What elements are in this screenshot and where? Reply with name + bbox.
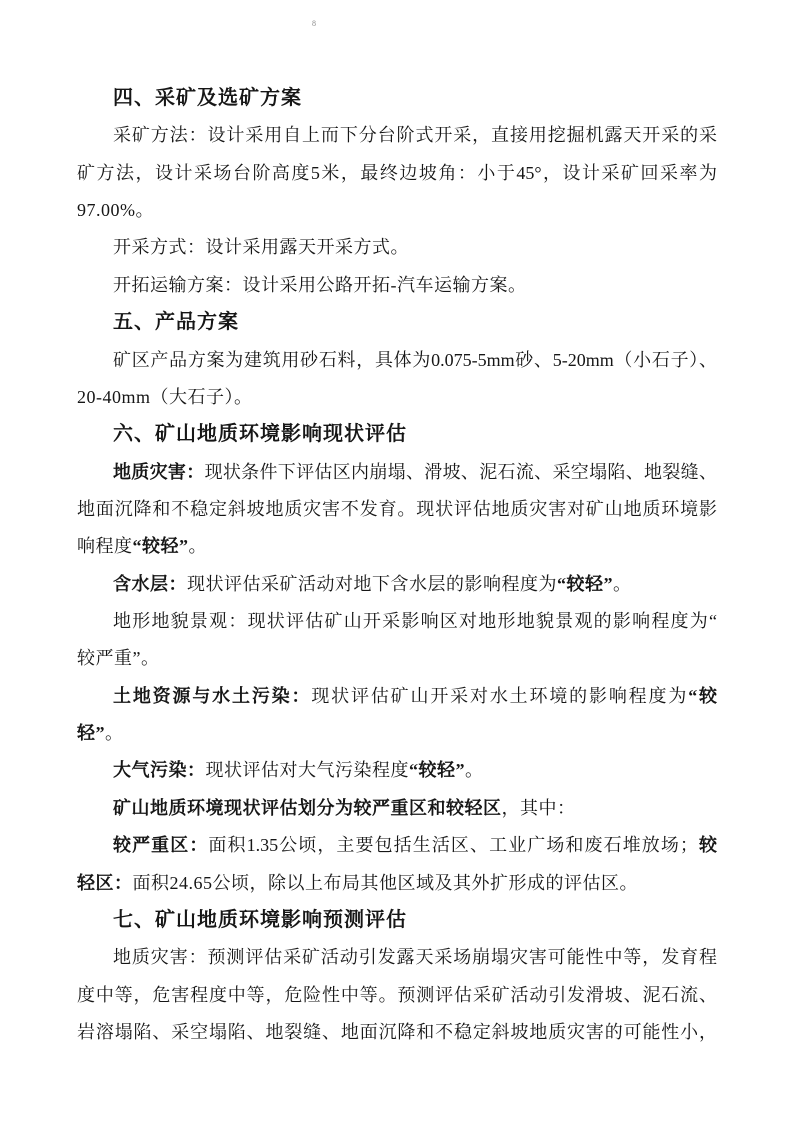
text-run: “较	[688, 685, 717, 706]
text-run: “较轻”	[409, 760, 465, 781]
text-run: 。	[465, 760, 484, 781]
text-run: 较严重”。	[77, 648, 160, 669]
text-run: 大气污染：	[113, 760, 206, 781]
text-run: 矿山地质环境现状评估划分为较严重区和较轻区	[113, 797, 502, 818]
text-line	[77, 566, 717, 603]
text-run: 土地资源与水土污染：	[113, 685, 312, 706]
text-run: 开采方式：设计采用露天开采方式。	[113, 237, 409, 258]
text-line	[77, 528, 717, 565]
text-run: 地质灾害：	[113, 461, 205, 482]
section-heading	[77, 902, 717, 939]
text-run: 20-40mm（大石子）。	[77, 386, 253, 407]
text-run: 。	[613, 573, 632, 594]
text-run: 面积24.65公顷，除以上布局其他区域及其外扩形成的评估区。	[132, 872, 638, 893]
text-line	[77, 155, 717, 192]
text-run: 五、产品方案	[113, 311, 239, 334]
text-run: 轻区：	[77, 872, 133, 893]
text-line	[77, 342, 717, 379]
text-run: 现状条件下评估区内崩塌、滑坡、泥石流、采空塌陷、地裂缝、	[204, 461, 717, 482]
text-run: 。	[188, 536, 207, 557]
text-run: 四、采矿及选矿方案	[113, 87, 302, 109]
text-run: 97.00%。	[77, 200, 154, 221]
text-run: 现状评估对大气污染程度	[205, 760, 409, 781]
text-line	[77, 977, 717, 1014]
text-line	[77, 229, 717, 266]
text-run: 六、矿山地质环境影响现状评估	[113, 423, 407, 446]
text-line	[77, 603, 717, 640]
section-heading	[77, 416, 717, 453]
text-run: “较轻”	[557, 573, 613, 594]
text-run: 现状评估采矿活动对地下含水层的影响程度为	[187, 573, 557, 594]
text-run: 开拓运输方案：设计采用公路开拓-汽车运输方案。	[113, 274, 527, 295]
text-run: 度中等，危害程度中等，危险性中等。预测评估采矿活动引发滑坡、泥石流、	[77, 984, 717, 1005]
text-run: 现状评估矿山开采对水土环境的影响程度为	[311, 685, 689, 706]
text-line	[77, 267, 717, 304]
document-content	[77, 80, 717, 1051]
text-line	[77, 752, 717, 789]
text-run: 地质灾害：预测评估采矿活动引发露天采场崩塌灾害可能性中等，发育程	[113, 947, 717, 968]
text-run: 响程度	[77, 536, 133, 557]
text-run: 面积1.35公顷，主要包括生活区、工业广场和废石堆放场；	[208, 835, 698, 856]
text-line	[77, 865, 717, 902]
text-run: 七、矿山地质环境影响预测评估	[113, 908, 407, 931]
text-run: 岩溶塌陷、采空塌陷、地裂缝、地面沉降和不稳定斜坡地质灾害的可能性小，	[77, 1021, 717, 1042]
text-line	[77, 790, 717, 827]
section-heading	[77, 80, 717, 117]
text-run: 较	[697, 835, 717, 856]
text-line	[77, 379, 717, 416]
text-line	[77, 715, 717, 752]
page-artifact-mark: 8	[312, 19, 316, 28]
text-line	[77, 192, 717, 229]
text-run: 矿区产品方案为建筑用砂石料，具体为0.075-5mm砂、5-20mm（小石子）、	[113, 349, 717, 370]
text-run: 含水层：	[113, 573, 187, 594]
section-heading	[77, 304, 717, 341]
text-line	[77, 640, 717, 677]
text-run: 。	[105, 723, 124, 744]
text-run: 较严重区：	[113, 835, 209, 856]
text-line	[77, 939, 717, 976]
text-line	[77, 491, 717, 528]
text-run: 地面沉降和不稳定斜坡地质灾害不发育。现状评估地质灾害对矿山地质环境影	[77, 498, 717, 519]
text-line	[77, 827, 717, 864]
text-line	[77, 117, 717, 154]
text-line	[77, 454, 717, 491]
text-run: 采矿方法：设计采用自上而下分台阶式开采，直接用挖掘机露天开采的采	[113, 125, 717, 146]
text-run: “较轻”	[132, 536, 189, 557]
text-line	[77, 678, 717, 715]
text-run: 轻”	[77, 723, 105, 744]
text-line	[77, 1014, 717, 1051]
text-run: 矿方法，设计采场台阶高度5米，最终边坡角：小于45°，设计采矿回采率为	[77, 162, 717, 183]
text-run: 地形地貌景观：现状评估矿山开采影响区对地形地貌景观的影响程度为“	[113, 611, 717, 632]
text-run: ，其中：	[501, 797, 576, 818]
